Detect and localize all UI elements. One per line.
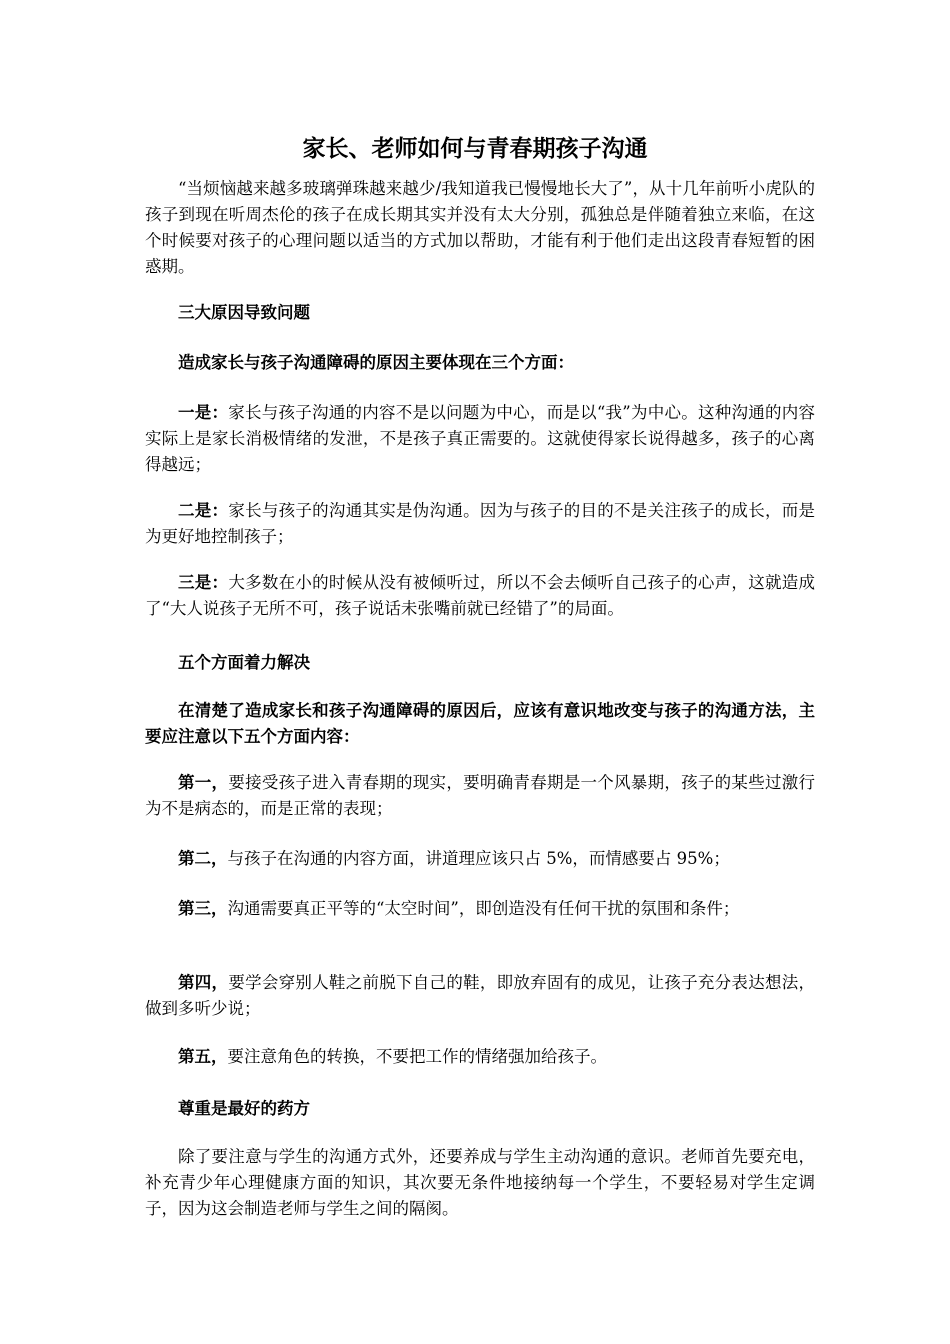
item-text: 家长与孩子沟通的内容不是以问题为中心，而是以“我”为中心。这种沟通的内容实际上是家长消极情绪的发泄，不是孩子真正需要的。这就使得家长说得越多，孩子的心离得越远； — [145, 403, 816, 474]
item-text: 要学会穿别人鞋之前脱下自己的鞋，即放弃固有的成见，让孩子充分表达想法，做到多听少说； — [145, 973, 816, 1018]
section1-item-2 — [145, 498, 815, 550]
item-text: 要注意角色的转换，不要把工作的情绪强加给孩子。 — [227, 1047, 607, 1066]
item-text: 与孩子在沟通的内容方面，讲道理应该只占 5%，而情感要占 95%； — [227, 849, 730, 868]
item-text: 沟通需要真正平等的“太空时间”，即创造没有任何干扰的氛围和条件； — [227, 899, 740, 918]
item-label: 三是： — [178, 573, 229, 592]
section2-lead: 在清楚了造成家长和孩子沟通障碍的原因后，应该有意识地改变与孩子的沟通方法，主要应注意以下五个方面内容： — [145, 701, 815, 746]
section2-item-1 — [145, 770, 815, 822]
section3-paragraph: 除了要注意与学生的沟通方式外，还要养成与学生主动沟通的意识。老师首先要充电，补充青少年心理健康方面的知识，其次要无条件地接纳每一个学生，不要轻易对学生定调子，因为这会制造老师与学生之间的隔阂。 — [145, 1147, 815, 1218]
section1-item-1 — [145, 400, 815, 478]
section2-item-4 — [145, 970, 815, 1022]
section1-lead: 造成家长与孩子沟通障碍的原因主要体现在三个方面： — [178, 353, 574, 372]
item-label: 一是： — [178, 403, 229, 422]
section2-item-2 — [145, 846, 815, 872]
item-label: 第一， — [178, 773, 229, 792]
intro-paragraph: “当烦恼越来越多玻璃弹珠越来越少/我知道我已慢慢地长大了”，从十几年前听小虎队的孩子到现在听周杰伦的孩子在成长期其实并没有太大分别，孤独总是伴随着独立来临，在这个时候要对孩子的心理问题以适当的方式加以帮助，才能有利于他们走出这段青春短暂的困惑期。 — [145, 179, 815, 276]
section3-heading: 尊重是最好的药方 — [178, 1099, 310, 1118]
item-text: 大多数在小的时候从没有被倾听过，所以不会去倾听自己孩子的心声，这就造成了“大人说孩子无所不可，孩子说话未张嘴前就已经错了”的局面。 — [145, 573, 816, 618]
section1-heading: 三大原因导致问题 — [178, 303, 310, 322]
section2-heading: 五个方面着力解决 — [178, 653, 310, 672]
section2-item-3 — [145, 896, 815, 922]
item-text: 要接受孩子进入青春期的现实，要明确青春期是一个风暴期，孩子的某些过激行为不是病态的，而是正常的表现； — [145, 773, 816, 818]
item-label: 二是： — [178, 501, 229, 520]
item-label: 第五， — [178, 1047, 228, 1066]
section2-item-5 — [145, 1044, 815, 1070]
item-label: 第四， — [178, 973, 229, 992]
item-label: 第二， — [178, 849, 228, 868]
item-label: 第三， — [178, 899, 228, 918]
section1-item-3 — [145, 570, 815, 622]
item-text: 家长与孩子的沟通其实是伪沟通。因为与孩子的目的不是关注孩子的成长，而是为更好地控制孩子； — [145, 501, 816, 546]
document-title: 家长、老师如何与青春期孩子沟通 — [302, 135, 648, 162]
